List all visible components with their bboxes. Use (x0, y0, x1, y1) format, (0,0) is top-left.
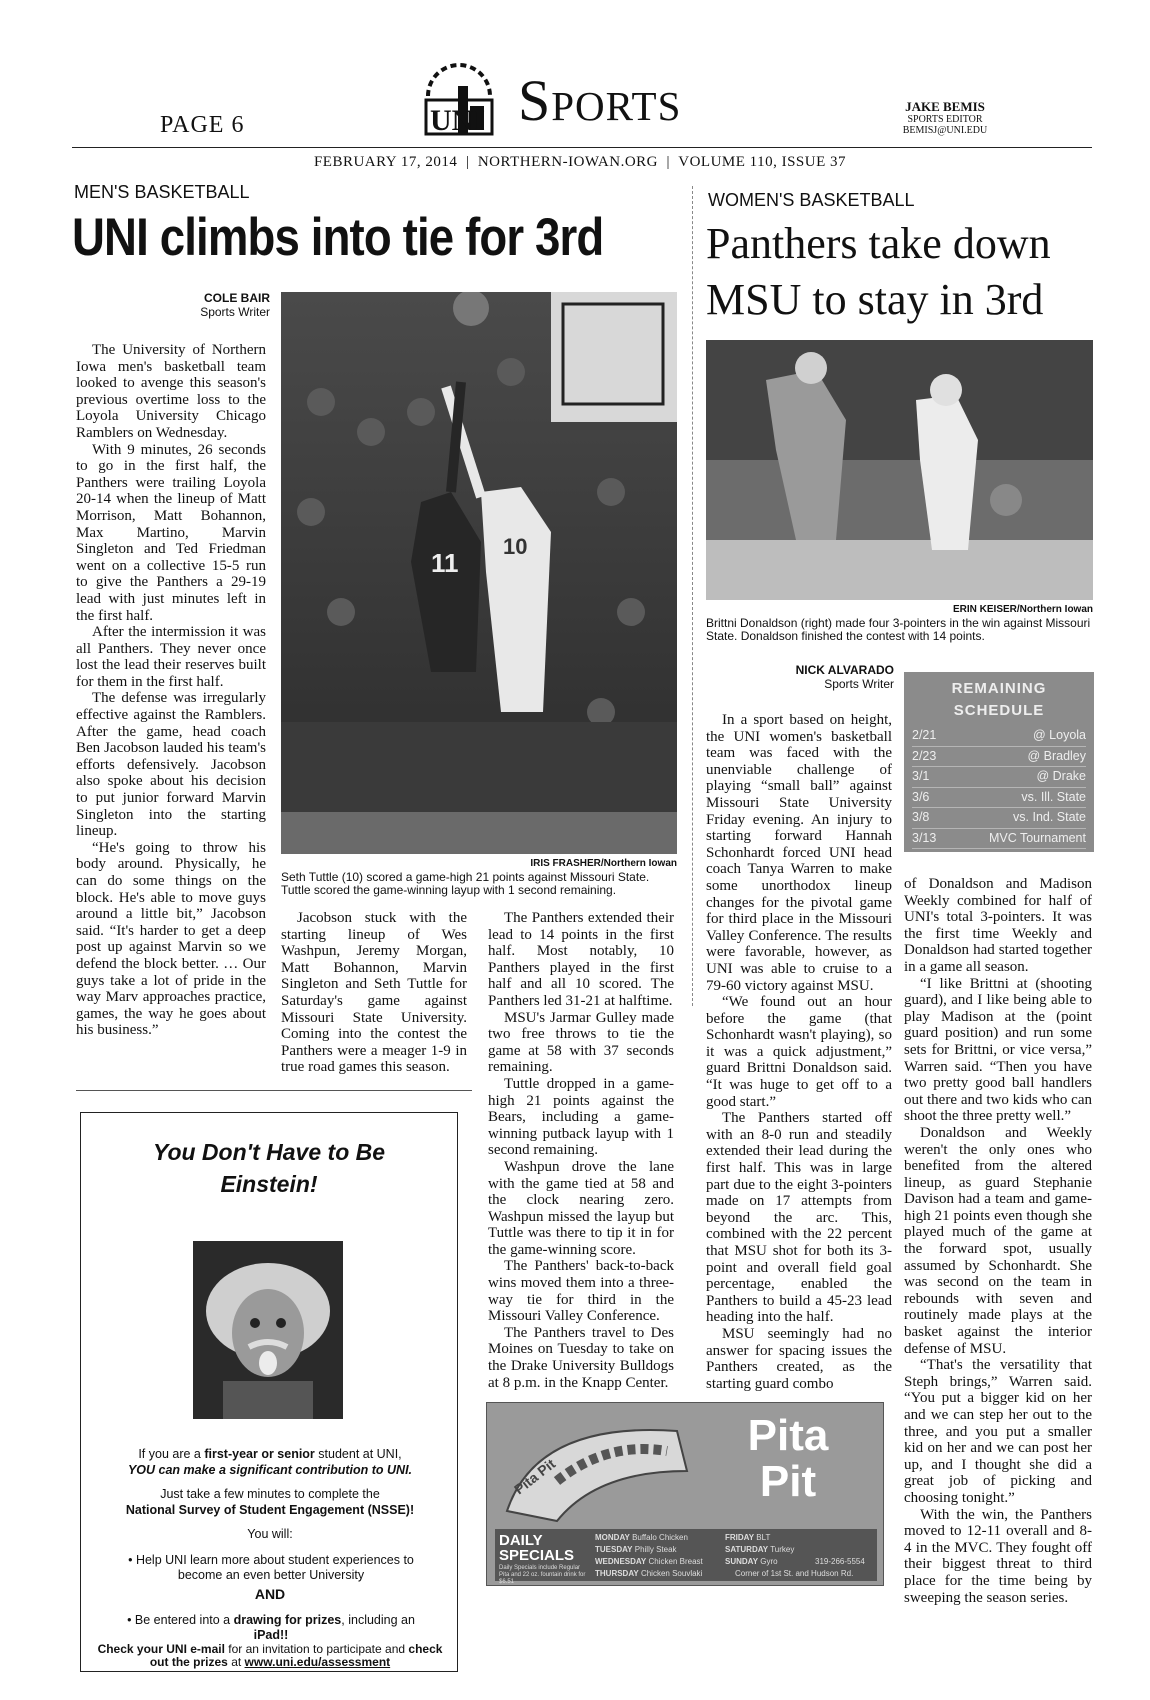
pita-address: Corner of 1st St. and Hudson Rd. (735, 1569, 854, 1578)
pita-phone: 319-266-5554 (815, 1557, 865, 1566)
special-item (595, 1557, 703, 1566)
ad-line-5: You will: (247, 1527, 293, 1541)
paragraph: The University of Northern Iowa men's basketball team looked to avenge this season's previous overtime loss to the Loyola University Chicago Ramblers on Wednesday. (76, 342, 266, 441)
special-food: Turkey (770, 1545, 795, 1554)
special-item (725, 1545, 794, 1554)
uni-logo-icon (418, 56, 500, 136)
paragraph: The defense was irregularly effective against the Ramblers. After the game, head coach Ben Jacobson lauded his team's efforts defensively. Jacobson also spoke about his decision to put junior forward Marvin Singleton into the starting lineup. (76, 690, 266, 840)
special-item (595, 1569, 702, 1578)
specials-fine-print: Daily Specials include Regular Pita and 22 oz. fountain drink for $6.51 (499, 1565, 586, 1585)
ad-line-2: YOU can make a significant contribution to UNI. (127, 1463, 413, 1477)
ad-text-bold: check out the prizes (149, 1642, 443, 1669)
pita-pit-logo (713, 1413, 863, 1505)
pita-pit-advertisement (486, 1402, 884, 1586)
ad-text: Be entered into a (134, 1613, 234, 1627)
specials-title-line-2: SPECIALS (499, 1547, 575, 1564)
headline-men: UNI climbs into tie for 3rd (72, 208, 604, 267)
schedule-opponent: @ Drake (1036, 769, 1086, 783)
paragraph: In a sport based on height, the UNI women's basketball team was faced with the unenviable challenge of playing “small ball” against Missouri State University Friday evening. An injury to starting forward Hannah Schonhardt forced UNI head coach Tanya Warren to make some unorthodox lineup changes for the pivotal game for third place in the Missouri Valley Conference. The results were favorable, however, as UNI was able to cruise to a 79-60 victory against MSU. (706, 712, 892, 994)
ad-headline-2: Einstein! (220, 1171, 318, 1197)
men-game-photo (281, 292, 677, 854)
paragraph: The Panthers extended their lead to 14 points in the first half. Most notably, 10 Panthers played in the first half and all 10 scored. The Panthers led 31-21 at halftime. (488, 910, 674, 1009)
special-food: Chicken Breast (648, 1557, 703, 1566)
men-column-3 (488, 910, 674, 1391)
ad-text-bold: first-year or senior (204, 1447, 315, 1461)
daily-specials (495, 1529, 877, 1585)
special-day: SATURDAY (725, 1545, 769, 1554)
ad-text-bold: iPad!! (253, 1628, 289, 1642)
schedule-title-line-2: SCHEDULE (953, 702, 1045, 719)
logo-text: UNI (430, 104, 486, 136)
paragraph: The Panthers' back-to-back wins moved them into a three-way tie for third in the Missouri Valley Conference. (488, 1258, 674, 1325)
paragraph: “I like Brittni at (shooting guard), and I like being able to play Madison at the (point guard position) and run some sets for Brittni, or vice versa,” Warren said. “Then you have two pretty good ball handlers out there and two kids who can shoot the three pretty well.” (904, 975, 1092, 1125)
special-day: MONDAY (595, 1533, 630, 1542)
specials-title (499, 1533, 574, 1563)
photo-credit-men: IRIS FRASHER/Northern Iowan (530, 858, 677, 869)
editor-info (870, 100, 1020, 136)
paragraph: MSU seemingly had no answer for spacing issues the Panthers created, as the starting guard combo (706, 1325, 892, 1392)
ad-text: If you are a (138, 1447, 205, 1461)
special-food: Buffalo Chicken (632, 1533, 688, 1542)
logo-line-1: Pita (747, 1411, 829, 1460)
author-title: Sports Writer (200, 304, 270, 319)
author-name: NICK ALVARADO (795, 663, 894, 677)
schedule-opponent: MVC Tournament (988, 830, 1086, 845)
ad-text: student at UNI, (314, 1447, 402, 1461)
schedule-row (912, 829, 1086, 850)
photo-scene-icon (281, 292, 677, 854)
schedule-date: 3/6 (912, 789, 930, 804)
paragraph: Washpun drove the lane with the game tied at 58 and the clock nearing zero. Washpun missed the layup but Tuttle was there to tip it in for the game-winning score. (488, 1158, 674, 1258)
schedule-date: 2/23 (912, 748, 937, 763)
logo-line-2: Pit (759, 1457, 817, 1506)
ad-text-bold: drawing for prizes (233, 1613, 342, 1627)
section-title: Sports (518, 68, 682, 133)
pita-wrap-icon (497, 1411, 697, 1529)
special-day: FRIDAY (725, 1533, 755, 1542)
schedule-row (912, 767, 1086, 788)
headline-women: Panthers take down MSU to stay in 3rd (706, 219, 1051, 324)
paragraph: The Panthers started off with an 8-0 run and steadily extended their lead during the first half. This was in large part due to the eight 3-pointers made on 17 attempts from beyond the arc. This, combined with the 22 percent that MSU shot for both its 3-point and overall field goal percentage, enabled the Panthers to build a 45-23 lead heading into the half. (706, 1110, 892, 1326)
men-column-2 (281, 910, 467, 1076)
special-day: TUESDAY (595, 1545, 633, 1554)
schedule-opponent: @ Bradley (1027, 748, 1086, 763)
byline-men (150, 292, 270, 320)
remaining-schedule-box (904, 672, 1094, 852)
section-label-women: WOMEN'S BASKETBALL (708, 190, 915, 210)
page-number: PAGE 6 (160, 112, 245, 138)
schedule-row (912, 808, 1086, 829)
photo-scene-icon (706, 340, 1093, 600)
ad-and: AND (254, 1586, 286, 1602)
special-item (595, 1533, 688, 1542)
ad-line-cta (87, 1643, 453, 1669)
jersey-number-10: 10 (503, 534, 528, 559)
special-day: THURSDAY (595, 1569, 639, 1578)
author-title: Sports Writer (824, 676, 894, 691)
paragraph: With the win, the Panthers moved to 12-11 overall and 8-4 in the MVC. They fought off their biggest threat to third place for the time being by sweeping the season series. (904, 1506, 1092, 1606)
special-item (725, 1533, 770, 1542)
ad-bullet-1: • Help UNI learn more about student experiences to become an even better University (128, 1553, 414, 1582)
editor-name: JAKE BEMIS (905, 99, 985, 114)
special-food: Gyro (760, 1557, 778, 1566)
byline-women (770, 664, 894, 692)
author-name: COLE BAIR (204, 291, 270, 305)
women-column-2 (904, 876, 1092, 1606)
schedule-date: 3/13 (912, 830, 937, 845)
ad-line-4: National Survey of Student Engagement (NSSE)! (125, 1503, 415, 1517)
special-item (595, 1545, 677, 1554)
schedule-opponent: @ Loyola (1033, 728, 1086, 742)
section-label-men: MEN'S BASKETBALL (74, 182, 250, 202)
paragraph: of Donaldson and Madison Weekly combined for half of UNI's total 3-pointers. It was the first time Weekly and Donaldson had started together in a game all season. (904, 876, 1092, 975)
ad-text: , including an (341, 1613, 415, 1627)
paragraph: MSU's Jarmar Gulley made two free throws to tie the game at 58 with 37 seconds remaining. (488, 1009, 674, 1076)
ad-headline-1: You Don't Have to Be (152, 1139, 386, 1165)
schedule-title-line-1: REMAINING (951, 680, 1047, 697)
story-rule (76, 1090, 472, 1091)
wrap-label: Pita Pit (510, 1455, 559, 1498)
paragraph: “He's going to throw his body around. Physically, he can do some things on the block. He's able to move guys around a little bit,” Jacobson said. “It's harder to get a deep post up against Marvin so we defend the block better. … Our guys take a lot of pride in the way Marv approaches practice, games, the way he goes about his business.” (76, 839, 266, 1039)
paragraph: Donaldson and Weekly weren't the only ones who benefited from the altered lineup, as guard Stephanie Davison had a team and game-high 21 points even though she played much of the game at the forward spot, usually assumed by Schonhardt. She was second on the team in rebounds with seven and routinely made plays at the basket against the interior defense of MSU. (904, 1124, 1092, 1357)
jersey-number-11: 11 (431, 548, 459, 578)
nsse-advertisement (80, 1112, 458, 1672)
masthead-rule (72, 147, 1092, 148)
schedule-row (912, 726, 1086, 747)
women-column-1 (706, 712, 892, 1392)
schedule-opponent: vs. Ill. State (1021, 789, 1086, 804)
schedule-date: 3/1 (912, 769, 930, 783)
schedule-list (904, 722, 1094, 849)
ad-text: Help UNI learn more about student experiences to become an even better University (135, 1553, 414, 1582)
photo-credit-women: ERIN KEISER/Northern Iowan (952, 604, 1093, 615)
ad-url-link[interactable]: www.uni.edu/assessment (244, 1655, 391, 1669)
ad-text: for an invitation to participate and (224, 1642, 409, 1656)
photo-caption-women: Brittni Donaldson (right) made four 3-pointers in the win against Missouri State. Donaldson finished the contest with 14 points. (706, 616, 1091, 643)
schedule-title (904, 672, 1094, 722)
editor-title: SPORTS EDITOR (907, 114, 983, 126)
ad-text-bold: Check your UNI e-mail (97, 1642, 225, 1656)
paragraph: After the intermission it was all Panthers. They never once lost the lead their reserves built for them in the first half. (76, 624, 266, 690)
special-day: WEDNESDAY (595, 1557, 647, 1566)
einstein-portrait (193, 1241, 343, 1419)
editor-email[interactable]: BEMISJ@UNI.EDU (902, 125, 988, 137)
paragraph: “That's the versatility that Steph brings,” Warren said. “You put a bigger kid on her and we can step her out to the three, and you put a smaller kid on her and we can post her up, and I thought she did a great job of picking and choosing tonight.” (904, 1357, 1092, 1506)
paragraph: The Panthers travel to Des Moines on Tuesday to take on the Drake University Bulldogs at 8 p.m. in the Knapp Center. (488, 1324, 674, 1391)
men-column-1 (76, 342, 266, 1039)
schedule-date: 3/8 (912, 810, 930, 824)
special-food: Chicken Souvlaki (640, 1569, 703, 1578)
einstein-photo-icon (193, 1241, 343, 1419)
column-divider (692, 186, 693, 1006)
special-food: BLT (756, 1533, 771, 1542)
women-game-photo (706, 340, 1093, 600)
special-food: Philly Steak (634, 1545, 677, 1554)
paragraph: Jacobson stuck with the starting lineup of Wes Washpun, Jeremy Morgan, Matt Bohannon, Marvin Singleton and Seth Tuttle for Saturday's game against Missouri State University. Coming into the contest the Panthers were a meager 1-9 in true road games this season. (281, 910, 467, 1076)
schedule-row (912, 747, 1086, 768)
dateline: FEBRUARY 17, 2014 | NORTHERN-IOWAN.ORG | VOLUME 110, ISSUE 37 (313, 154, 847, 170)
special-item (725, 1557, 778, 1566)
ad-bullet-2: • Be entered into a drawing for prizes, including an iPad!! (127, 1613, 415, 1642)
special-day: SUNDAY (725, 1557, 759, 1566)
schedule-date: 2/21 (912, 728, 937, 742)
paragraph: “We found out an hour before the game (that Schonhardt wasn't playing), so it was a quick adjustment,” guard Brittni Donaldson said. “It was huge to get off to a good start.” (706, 994, 892, 1110)
schedule-row (912, 788, 1086, 809)
ad-line-3: Just take a few minutes to complete the (160, 1487, 380, 1501)
specials-title-line-1: DAILY (499, 1532, 543, 1549)
ad-line-1 (87, 1447, 453, 1462)
paragraph: With 9 minutes, 26 seconds to go in the first half, the Panthers were trailing Loyola 20-14 when the lineup of Matt Morrison, Matt Bohannon, Max Martino, Marvin Singleton and Ted Friedman went on a collective 15-5 run to give the Panthers a 29-19 lead with just minutes left in the first half. (76, 441, 266, 624)
paragraph: Tuttle dropped in a game-high 21 points against the Bears, including a game-winning putback layup with 1 second remaining. (488, 1075, 674, 1159)
ad-text: at (227, 1655, 242, 1669)
photo-caption-men: Seth Tuttle (10) scored a game-high 21 points against Missouri State. Tuttle scored the game-winning layup with 1 second remaining. (281, 870, 650, 897)
schedule-opponent: vs. Ind. State (1013, 810, 1086, 824)
